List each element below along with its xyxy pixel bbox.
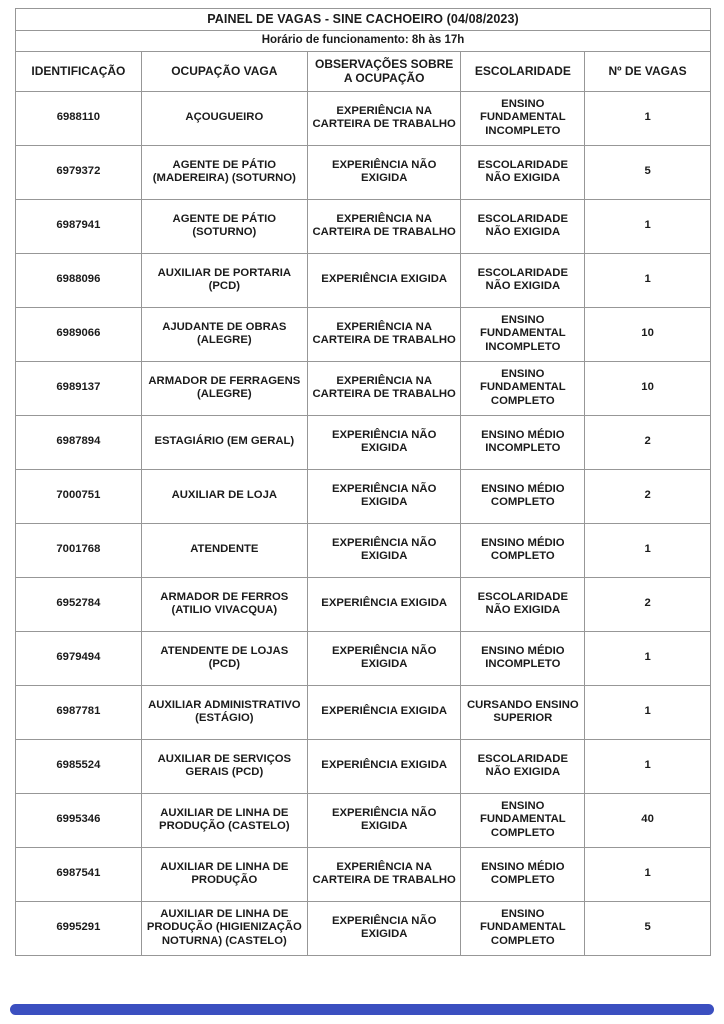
cell-observation: EXPERIÊNCIA NA CARTEIRA DE TRABALHO — [307, 361, 461, 415]
cell-occupation: ATENDENTE — [141, 523, 307, 577]
cell-observation: EXPERIÊNCIA EXIGIDA — [307, 685, 461, 739]
table-header-row — [16, 51, 711, 91]
cell-id: 6989137 — [16, 361, 142, 415]
cell-observation: EXPERIÊNCIA NÃO EXIGIDA — [307, 415, 461, 469]
cell-education: ENSINO FUNDAMENTAL COMPLETO — [461, 793, 585, 847]
cell-education: ENSINO MÉDIO COMPLETO — [461, 847, 585, 901]
cell-education: CURSANDO ENSINO SUPERIOR — [461, 685, 585, 739]
vacancy-table — [15, 8, 711, 956]
cell-education: ENSINO MÉDIO INCOMPLETO — [461, 415, 585, 469]
table-row — [16, 469, 711, 523]
cell-vacancies: 2 — [585, 415, 711, 469]
column-header-num-vagas: Nº DE VAGAS — [585, 51, 711, 91]
cell-vacancies: 1 — [585, 847, 711, 901]
cell-vacancies: 1 — [585, 739, 711, 793]
cell-vacancies: 2 — [585, 469, 711, 523]
cell-vacancies: 1 — [585, 91, 711, 145]
cell-id: 6987941 — [16, 199, 142, 253]
table-row — [16, 847, 711, 901]
cell-education: ENSINO FUNDAMENTAL INCOMPLETO — [461, 307, 585, 361]
cell-education: ESCOLARIDADE NÃO EXIGIDA — [461, 577, 585, 631]
cell-education: ESCOLARIDADE NÃO EXIGIDA — [461, 199, 585, 253]
cell-observation: EXPERIÊNCIA EXIGIDA — [307, 577, 461, 631]
cell-vacancies: 1 — [585, 685, 711, 739]
cell-education: ESCOLARIDADE NÃO EXIGIDA — [461, 253, 585, 307]
table-row — [16, 307, 711, 361]
cell-education: ESCOLARIDADE NÃO EXIGIDA — [461, 739, 585, 793]
column-header-escolaridade: ESCOLARIDADE — [461, 51, 585, 91]
column-header-identificacao: IDENTIFICAÇÃO — [16, 51, 142, 91]
cell-id: 6979372 — [16, 145, 142, 199]
cell-occupation: ARMADOR DE FERRAGENS (ALEGRE) — [141, 361, 307, 415]
cell-occupation: AGENTE DE PÁTIO (SOTURNO) — [141, 199, 307, 253]
cell-observation: EXPERIÊNCIA NA CARTEIRA DE TRABALHO — [307, 199, 461, 253]
table-row — [16, 361, 711, 415]
cell-id: 6988096 — [16, 253, 142, 307]
cell-occupation: AUXILIAR ADMINISTRATIVO (ESTÁGIO) — [141, 685, 307, 739]
cell-observation: EXPERIÊNCIA NÃO EXIGIDA — [307, 793, 461, 847]
cell-occupation: ESTAGIÁRIO (EM GERAL) — [141, 415, 307, 469]
cell-occupation: AUXILIAR DE LOJA — [141, 469, 307, 523]
cell-education: ENSINO MÉDIO COMPLETO — [461, 523, 585, 577]
cell-education: ENSINO MÉDIO INCOMPLETO — [461, 631, 585, 685]
cell-occupation: AJUDANTE DE OBRAS (ALEGRE) — [141, 307, 307, 361]
cell-id: 6952784 — [16, 577, 142, 631]
footer-accent-bar — [10, 1004, 714, 1015]
column-header-ocupacao: OCUPAÇÃO VAGA — [141, 51, 307, 91]
cell-occupation: ATENDENTE DE LOJAS (PCD) — [141, 631, 307, 685]
cell-observation: EXPERIÊNCIA NÃO EXIGIDA — [307, 523, 461, 577]
cell-id: 6985524 — [16, 739, 142, 793]
cell-education: ENSINO FUNDAMENTAL INCOMPLETO — [461, 91, 585, 145]
cell-id: 6987541 — [16, 847, 142, 901]
cell-education: ESCOLARIDADE NÃO EXIGIDA — [461, 145, 585, 199]
cell-observation: EXPERIÊNCIA NA CARTEIRA DE TRABALHO — [307, 91, 461, 145]
cell-vacancies: 2 — [585, 577, 711, 631]
cell-occupation: AUXILIAR DE LINHA DE PRODUÇÃO (HIGIENIZAÇÃO NOTURNA) (CASTELO) — [141, 901, 307, 955]
cell-id: 6995346 — [16, 793, 142, 847]
table-title-row — [16, 9, 711, 31]
table-row — [16, 577, 711, 631]
cell-vacancies: 40 — [585, 793, 711, 847]
cell-id: 7001768 — [16, 523, 142, 577]
opening-hours: Horário de funcionamento: 8h às 17h — [16, 31, 711, 52]
table-row — [16, 523, 711, 577]
cell-id: 7000751 — [16, 469, 142, 523]
cell-observation: EXPERIÊNCIA NA CARTEIRA DE TRABALHO — [307, 307, 461, 361]
cell-occupation: AUXILIAR DE LINHA DE PRODUÇÃO (CASTELO) — [141, 793, 307, 847]
cell-id: 6995291 — [16, 901, 142, 955]
cell-id: 6987781 — [16, 685, 142, 739]
table-row — [16, 739, 711, 793]
cell-id: 6989066 — [16, 307, 142, 361]
table-row — [16, 901, 711, 955]
cell-vacancies: 1 — [585, 253, 711, 307]
table-row — [16, 793, 711, 847]
cell-observation: EXPERIÊNCIA NÃO EXIGIDA — [307, 469, 461, 523]
cell-occupation: AUXILIAR DE PORTARIA (PCD) — [141, 253, 307, 307]
cell-vacancies: 10 — [585, 361, 711, 415]
cell-id: 6979494 — [16, 631, 142, 685]
cell-observation: EXPERIÊNCIA NÃO EXIGIDA — [307, 145, 461, 199]
page-title: PAINEL DE VAGAS - SINE CACHOEIRO (04/08/2023) — [16, 9, 711, 31]
table-subtitle-row — [16, 31, 711, 52]
cell-vacancies: 5 — [585, 901, 711, 955]
cell-vacancies: 1 — [585, 199, 711, 253]
table-row — [16, 91, 711, 145]
table-row — [16, 145, 711, 199]
table-row — [16, 631, 711, 685]
cell-observation: EXPERIÊNCIA NÃO EXIGIDA — [307, 631, 461, 685]
cell-observation: EXPERIÊNCIA EXIGIDA — [307, 253, 461, 307]
cell-education: ENSINO FUNDAMENTAL COMPLETO — [461, 361, 585, 415]
table-row — [16, 685, 711, 739]
cell-occupation: AÇOUGUEIRO — [141, 91, 307, 145]
column-header-observacoes: OBSERVAÇÕES SOBRE A OCUPAÇÃO — [307, 51, 461, 91]
cell-id: 6987894 — [16, 415, 142, 469]
cell-observation: EXPERIÊNCIA NÃO EXIGIDA — [307, 901, 461, 955]
table-row — [16, 253, 711, 307]
table-row — [16, 199, 711, 253]
cell-vacancies: 1 — [585, 631, 711, 685]
cell-vacancies: 1 — [585, 523, 711, 577]
cell-occupation: AUXILIAR DE SERVIÇOS GERAIS (PCD) — [141, 739, 307, 793]
cell-observation: EXPERIÊNCIA NA CARTEIRA DE TRABALHO — [307, 847, 461, 901]
cell-observation: EXPERIÊNCIA EXIGIDA — [307, 739, 461, 793]
cell-id: 6988110 — [16, 91, 142, 145]
cell-occupation: ARMADOR DE FERROS (ATILIO VIVACQUA) — [141, 577, 307, 631]
table-body — [16, 91, 711, 955]
cell-education: ENSINO FUNDAMENTAL COMPLETO — [461, 901, 585, 955]
cell-occupation: AGENTE DE PÁTIO (MADEREIRA) (SOTURNO) — [141, 145, 307, 199]
cell-occupation: AUXILIAR DE LINHA DE PRODUÇÃO — [141, 847, 307, 901]
cell-vacancies: 10 — [585, 307, 711, 361]
table-row — [16, 415, 711, 469]
cell-education: ENSINO MÉDIO COMPLETO — [461, 469, 585, 523]
cell-vacancies: 5 — [585, 145, 711, 199]
